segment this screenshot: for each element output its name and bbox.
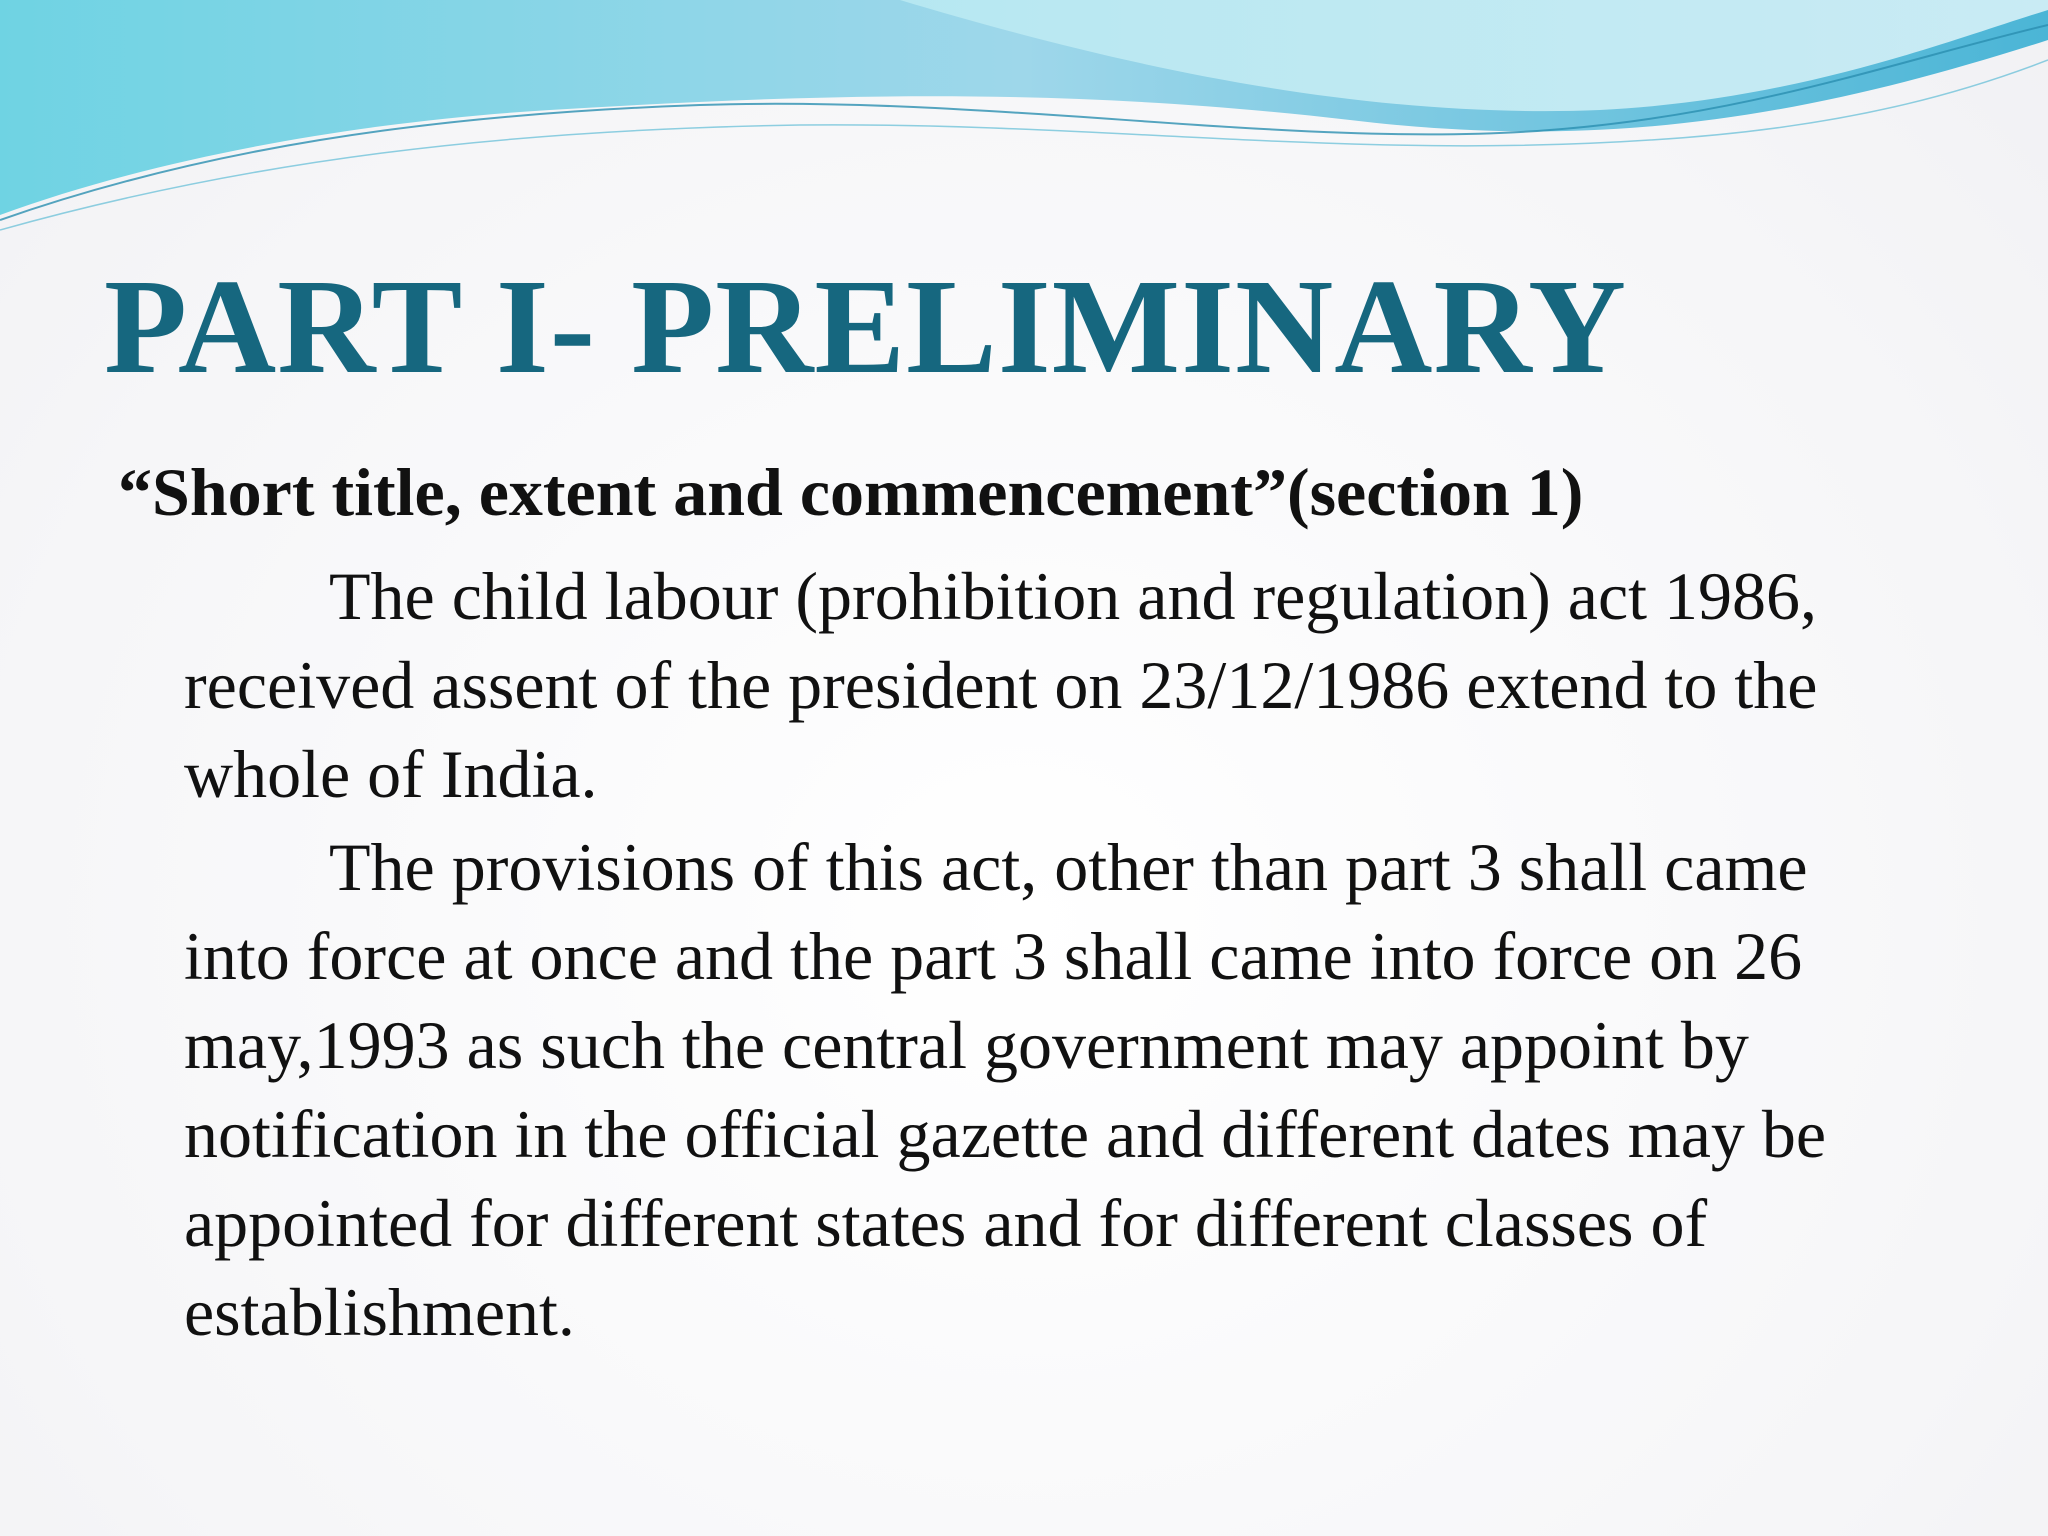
- slide-title: PART I- PRELIMINARY: [104, 252, 1628, 402]
- paragraph-1: The child labour (prohibition and regulation) act 1986, received assent of the president on 23/12/1986 extend to the whole of India.: [184, 558, 1818, 812]
- slide-body: [184, 552, 1904, 1361]
- section-heading: “Short title, extent and commencement”(section 1): [118, 454, 1584, 530]
- paragraph-2: The provisions of this act, other than part 3 shall came into force at once and the part 3 shall came into force on 26 may,1993 as such the central government may appoint by notification in the official gazette and different dates may be appointed for different states and for different classes of establishment.: [184, 829, 1827, 1350]
- header-wave-decoration: [0, 0, 2048, 240]
